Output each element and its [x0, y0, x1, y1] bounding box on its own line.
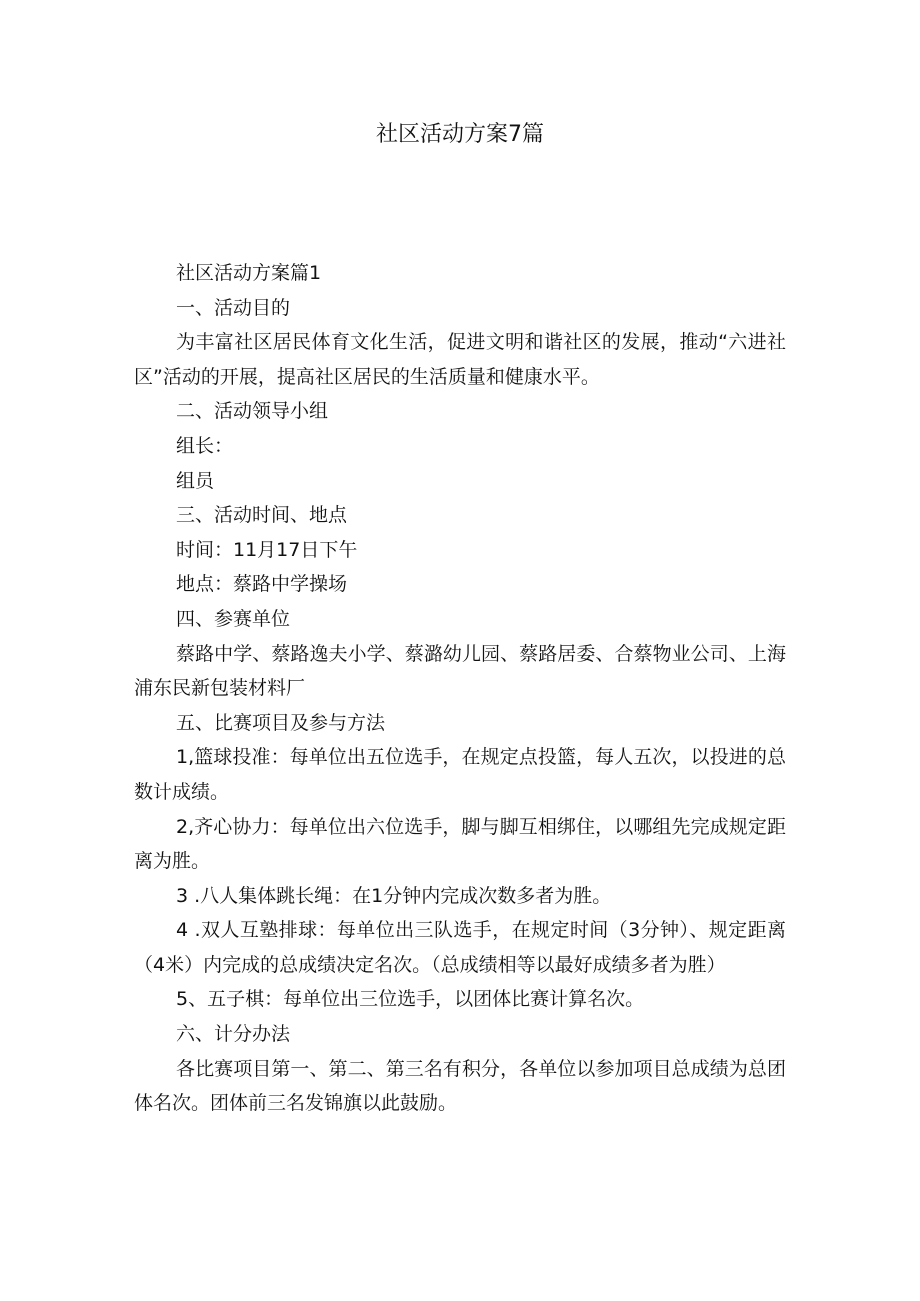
section-heading: 六、计分办法 — [176, 1023, 291, 1046]
list-item: 3 .八人集体跳长绳：在1分钟内完成次数多者为胜。 — [176, 884, 612, 907]
list-item: 5、五子棋：每单位出三位选手，以团体比赛计算名次。 — [176, 988, 645, 1011]
section-heading: 四、参赛单位 — [176, 607, 291, 630]
document-title: 社区活动方案7篇 — [376, 122, 544, 147]
body-paragraph: 地点：蔡路中学操场 — [176, 573, 348, 596]
document-body — [134, 256, 786, 1121]
section-heading: 社区活动方案篇1 — [176, 262, 322, 284]
section-heading: 三、活动时间、地点 — [176, 504, 348, 527]
body-paragraph: 各比赛项目第一、第二、第三名有积分，各单位以参加项目总成绩为总团体名次。团体前三名发锦旗以此鼓励。 — [134, 1057, 786, 1115]
list-item: 1,篮球投准：每单位出五位选手，在规定点投篮，每人五次，以投进的总数计成绩。 — [134, 746, 786, 803]
body-paragraph: 时间：11月17日下午 — [176, 538, 358, 561]
section-heading: 一、活动目的 — [176, 296, 291, 319]
body-paragraph: 蔡路中学、蔡路逸夫小学、蔡潞幼儿园、蔡路居委、合蔡物业公司、上海浦东民新包装材料厂 — [134, 642, 786, 700]
body-paragraph: 组员 — [176, 469, 215, 492]
list-item: 4 .双人互塾排球：每单位出三队选手，在规定时间（3分钟）、规定距离（4米）内完成的总成绩决定名次。（总成绩相等以最好成绩多者为胜） — [134, 919, 786, 976]
body-paragraph: 组长： — [176, 434, 234, 457]
section-heading: 二、活动领导小组 — [176, 400, 329, 423]
body-paragraph: 为丰富社区居民体育文化生活，促进文明和谐社区的发展，推动“六进社区”活动的开展，提高社区居民的生活质量和健康水平。 — [134, 331, 786, 388]
list-item: 2,齐心协力：每单位出六位选手，脚与脚互相绑住，以哪组先完成规定距离为胜。 — [134, 815, 786, 873]
section-heading: 五、比赛项目及参与方法 — [176, 711, 386, 734]
